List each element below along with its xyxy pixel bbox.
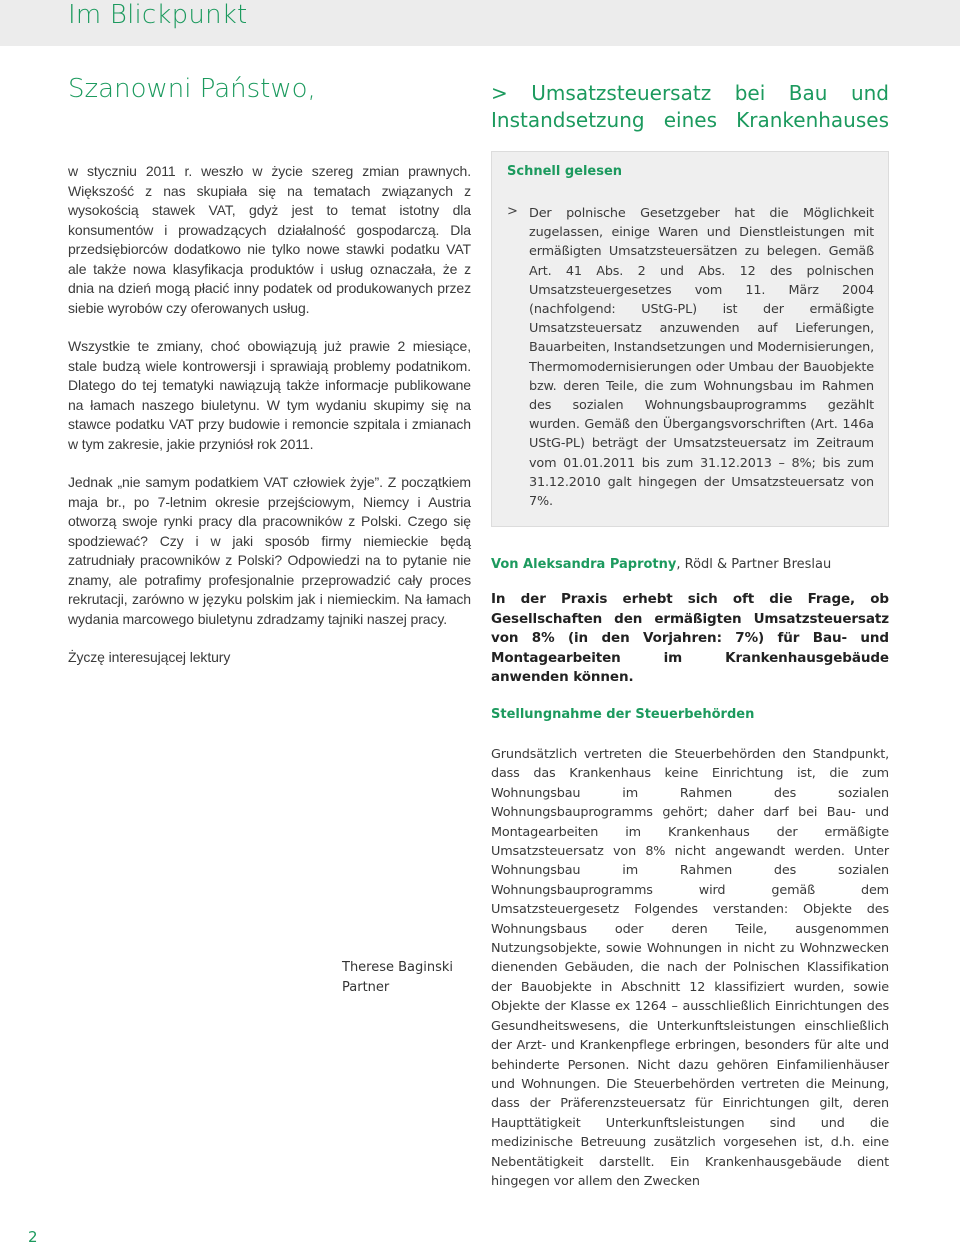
article-title-line-1: > Umsatzsteuersatz bei Bau und (491, 81, 889, 105)
byline-affiliation: , Rödl & Partner Breslau (676, 557, 832, 572)
editorial-paragraph-1: w styczniu 2011 r. weszło w życie szereg zmian prawnych. Większość z nas skupiała się na tematach związanych z wysokością stawek VAT, gdyż jest to temat istotny dla konsumentów i prowadzących działalność gospodarczą. Dla przedsiębiorców dodatkowo nie tylko nowe stawki podatku VAT ale także nowa klasyfikacja produktów i usług oznaczała, że z dnia na dzień mogą płacić inny podatek od produkowanych przez siebie wyrobów czy oferowanych usług. (68, 163, 471, 316)
page-number: 2 (28, 1228, 38, 1246)
editorial-column (68, 162, 471, 687)
greeting-heading: Szanowni Państwo, (68, 74, 316, 104)
editorial-paragraph-2: Wszystkie te zmiany, choć obowiązują już prawie 2 miesiące, stale budzą wiele kontrowersji i sprawiają problemy podatnikom. Dlatego do tej tematyki nawiązują także informacje publikowane na łamach naszego biuletynu. W tym wydaniu skupimy się na stawce podatku VAT przy budowie i remoncie szpitala i zmianach w tym zakresie, jakie przyniósł rok 2011. (68, 338, 471, 452)
header-band (0, 0, 960, 46)
article-title-line-2: Instandsetzung eines Krankenhauses (491, 108, 889, 132)
summary-box (491, 151, 889, 527)
summary-heading: Schnell gelesen (507, 164, 623, 179)
editorial-paragraph-3: Jednak „nie samym podatkiem VAT człowiek żyje”. Z początkiem maja br., po 7-letnim okresie przejściowym, Niemcy i Austria otworzą swoje rynki pracy dla pracowników z Polski. Czego się spodziewać? Czy i w jaki sposób firmy niemieckie będą zatrudniały pracowników z Polski? Odpowiedzi na to pytanie nie znamy, ale potrafimy profesjonalnie przeprowadzić cały proces rekrutacji, zarówno w języku polskim jak i niemieckim. Na łamach wydania marcowego biuletynu zdradzamy tajniki naszej pracy. (68, 474, 471, 627)
summary-text: Der polnische Gesetzgeber hat die Möglichkeit zugelassen, einige Waren und Dienstleistungen mit ermäßigten Umsatzsteuersätzen zu belegen. Gemäß Art. 41 Abs. 2 und Abs. 12 des polnischen Umsatzsteuergesetzes vom 11. März 2004 (nachfolgend: UStG-PL) ist der ermäßigte Umsatzsteuersatz anzuwenden auf Lieferungen, Bauarbeiten, Instandsetzungen und Modernisierungen, Thermomodernisierungen oder Umbau der Bauobjekte bzw. deren Teile, die zum Wohnungsbau im Rahmen des sozialen Wohnungsbauprogramms gezählt wurden. Gemäß den Übergangsvorschriften (Art. 146a UStG-PL) beträgt der Umsatzsteuersatz im Zeitraum vom 01.01.2011 bis zum 31.12.2013 – 8%; bis zum 31.12.2010 galt hingegen der Umsatzsteuersatz von 7%. (529, 206, 874, 510)
editorial-closing: Życzę interesującej lektury (68, 649, 231, 665)
sub-heading: Stellungnahme der Steuerbehörden (491, 707, 755, 722)
article-lead: In der Praxis erhebt sich oft die Frage, ob Gesellschaften den ermäßigten Umsatzsteuersatz von 8% (in den Vorjahren: 7%) für Bau- und Montagearbeiten im Krankenhausgebäude anwenden können. (491, 591, 889, 685)
byline-author: Von Aleksandra Paprotny (491, 557, 677, 572)
article-title (491, 80, 889, 134)
signature-block (342, 958, 453, 998)
article-body: Grundsätzlich vertreten die Steuerbehörden den Standpunkt, dass das Krankenhaus keine Einrichtung ist, die zum Wohnungsbau im Rahmen des sozialen Wohnungsbauprogramms gehört; daher darf bei Bau- und Montagearbeiten im Krankenhaus der ermäßigte Umsatzsteuersatz von 8% nicht angewandt werden. Unter Wohnungsbau im Rahmen des sozialen Wohnungsbauprogramms wird gemäß dem Umsatzsteuergesetz Folgendes verstanden: Objekte des Wohnungsbaus oder deren Teile, ausgenommen Nutzungsobjekte, sowie Wohnungen in nicht zu Wohnzwecken dienenden Gebäuden, die nach der Polnischen Klassifikation der Bauobjekte in Abschnitt 12 klassifiziert wurden, sowie Objekte der Klasse ex 1264 – ausschließlich Einrichtungen des Gesundheitswesens, die Unterkunftsleistungen einschließlich der Arzt- und Krankenpflege erbringen, besonders für alte und behinderte Personen. Nicht dazu gehören Einfamilienhäuser und Wohnungen. Die Steuerbehörden vertreten die Meinung, dass der Präferenzsteuersatz für Einrichtungen gilt, deren Haupttätigkeit Unterkunftsleistungen sind und die medizinische Betreuung zusätzlich vorgesehen ist, d.h. eine Nebentätigkeit darstellt. Ein Krankenhausgebäude dient hingegen vor allem den Zwecken (491, 747, 889, 1189)
signature-name: Therese Baginski (342, 960, 454, 975)
section-title: Im Blickpunkt (68, 0, 248, 30)
bullet-arrow-icon: > (507, 204, 518, 219)
signature-role: Partner (342, 980, 390, 995)
byline (491, 556, 889, 574)
